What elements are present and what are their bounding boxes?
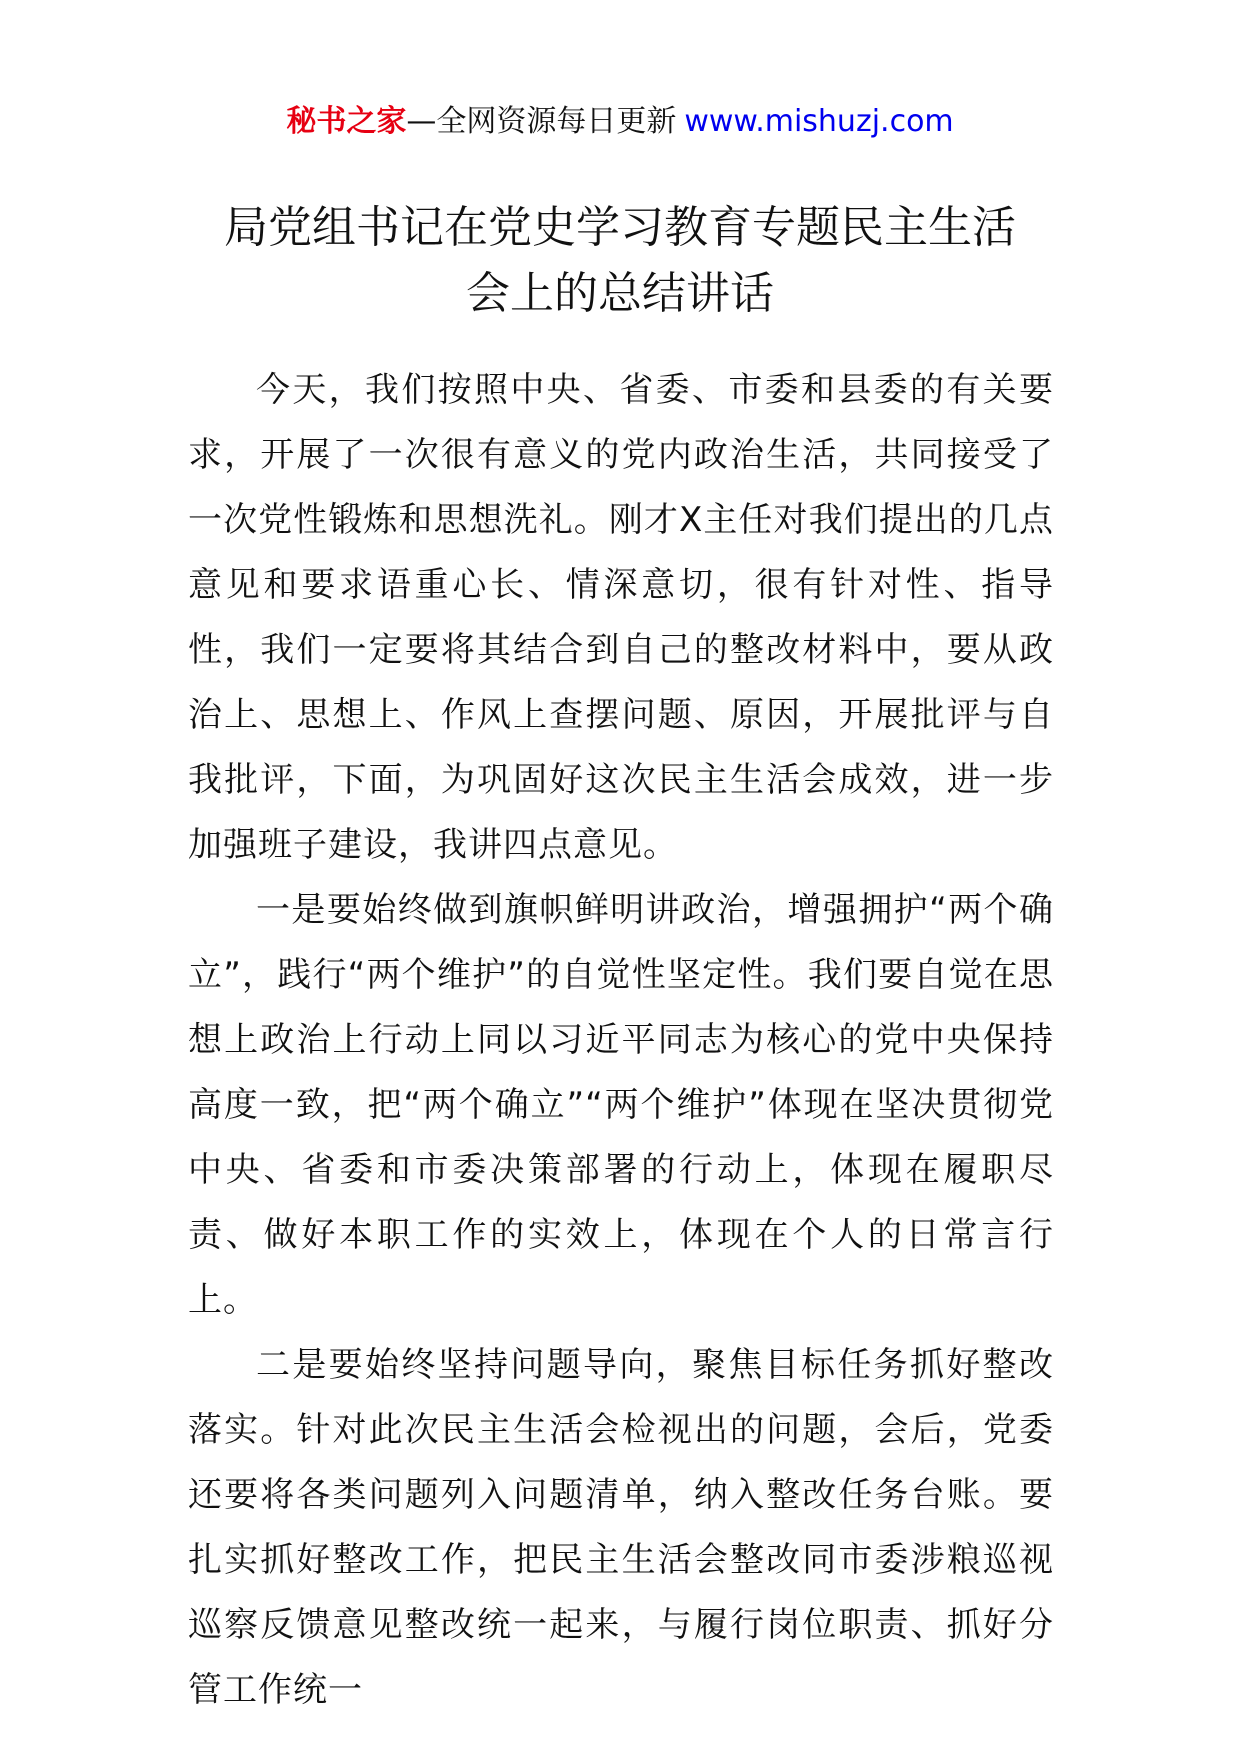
document-title xyxy=(0,195,1240,327)
paragraph-point-two: 二是要始终坚持问题导向，聚焦目标任务抓好整改落实。针对此次民主生活会检视出的问题，会后，党委还要将各类问题列入问题清单，纳入整改任务台账。要扎实抓好整改工作，把民主生活会整改同市委涉粮巡视巡察反馈意见整改统一起来，与履行岗位职责、抓好分管工作统一 xyxy=(188,1345,1054,1710)
title-line-1: 局党组书记在党史学习教育专题民主生活 xyxy=(224,202,1016,254)
site-url-link[interactable]: www.mishuzj.com xyxy=(684,104,954,139)
document-body xyxy=(188,358,1054,1723)
title-line-2: 会上的总结讲话 xyxy=(466,268,774,320)
header-tagline: —全网资源每日更新 xyxy=(406,104,677,139)
paragraph-intro: 今天，我们按照中央、省委、市委和县委的有关要求，开展了一次很有意义的党内政治生活，共同接受了一次党性锻炼和思想洗礼。刚才X主任对我们提出的几点意见和要求语重心长、情深意切，很有针对性、指导性，我们一定要将其结合到自己的整改材料中，要从政治上、思想上、作风上查摆问题、原因，开展批评与自我批评，下面，为巩固好这次民主生活会成效，进一步加强班子建设，我讲四点意见。 xyxy=(188,370,1054,865)
brand-name: 秘书之家 xyxy=(286,104,407,139)
site-header xyxy=(0,102,1240,142)
paragraph-point-one: 一是要始终做到旗帜鲜明讲政治，增强拥护“两个确立”，践行“两个维护”的自觉性坚定性。我们要自觉在思想上政治上行动上同以习近平同志为核心的党中央保持高度一致，把“两个确立”“两个维护”体现在坚决贯彻党中央、省委和市委决策部署的行动上，体现在履职尽责、做好本职工作的实效上，体现在个人的日常言行上。 xyxy=(188,890,1054,1320)
